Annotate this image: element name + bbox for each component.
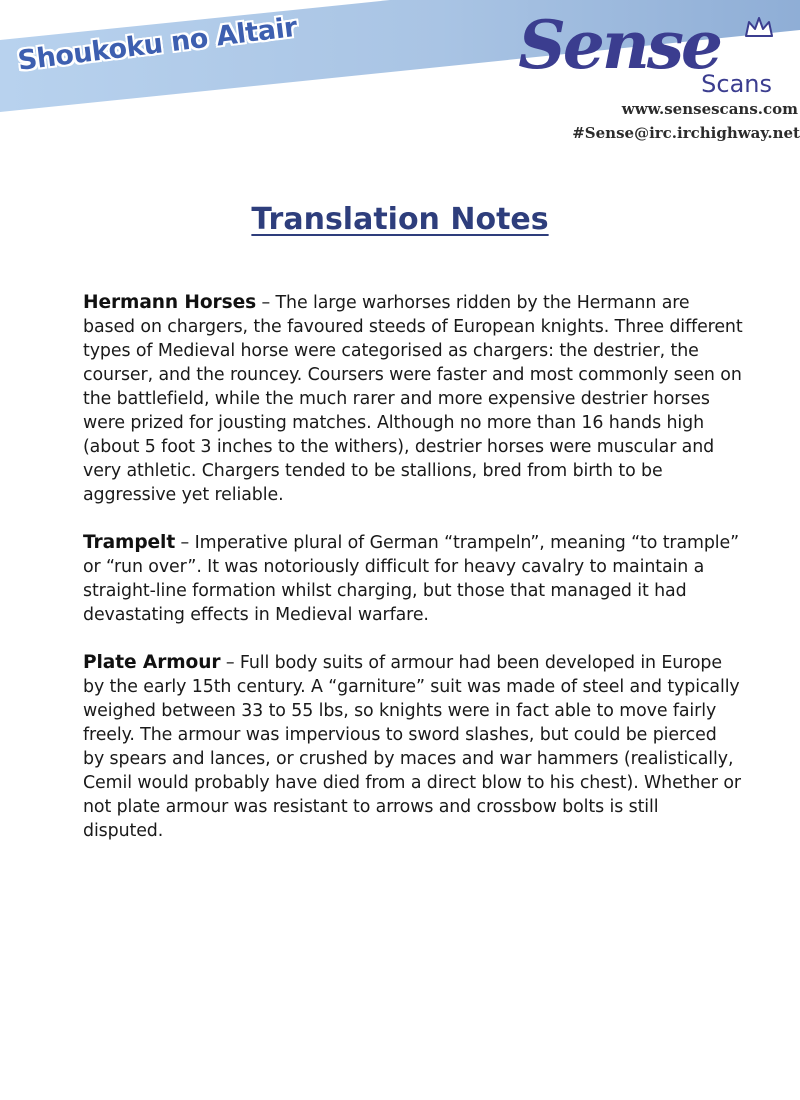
crown-icon (744, 16, 774, 38)
series-title: Shoukoku no Altair (16, 11, 299, 77)
note-trampelt (83, 531, 743, 627)
page-title: Translation Notes (251, 202, 549, 237)
note-term: Trampelt (83, 532, 176, 553)
irc-channel: #Sense@irc.irchighway.net (572, 124, 800, 142)
logo-subtitle: Scans (701, 70, 772, 98)
note-text: Full body suits of armour had been developed in Europe by the early 15th century. A “garniture” suit was made of steel and typically weighed between 33 to 55 lbs, so knights were in fact able to move fairly freely. The armour was impervious to sword slashes, but could be pierced by spears and lances, or crushed by maces and war hammers (realistically, Cemil would probably have died from a direct blow to his chest). Whether or not plate armour was resistant to arrows and crossbow bolts is still disputed. (83, 653, 741, 841)
logo-wordmark: Sense (518, 6, 720, 84)
note-separator: – (256, 293, 276, 313)
note-separator: – (220, 653, 240, 673)
note-term: Hermann Horses (83, 292, 257, 313)
notes-list (83, 291, 743, 867)
note-term: Plate Armour (83, 652, 221, 673)
note-hermann-horses (83, 291, 743, 507)
note-separator: – (175, 533, 195, 553)
note-text: The large warhorses ridden by the Hermann are based on chargers, the favoured steeds of European knights. Three different types of Medieval horse were categorised as chargers: the destrier, the courser, and the rouncey. Coursers were faster and most commonly seen on the battlefield, while the much rarer and more expensive destrier horses were prized for jousting matches. Although no more than 16 hands high (about 5 foot 3 inches to the withers), destrier horses were muscular and very athletic. Chargers tended to be stallions, bred from birth to be aggressive yet reliable. (83, 293, 743, 505)
note-text: Imperative plural of German “trampeln”, meaning “to trample” or “run over”. It was notoriously difficult for heavy cavalry to maintain a straight-line formation whilst charging, but those that managed it had devastating effects in Medieval warfare. (83, 533, 740, 625)
website-link[interactable]: www.sensescans.com (621, 100, 798, 118)
note-plate-armour (83, 651, 743, 843)
